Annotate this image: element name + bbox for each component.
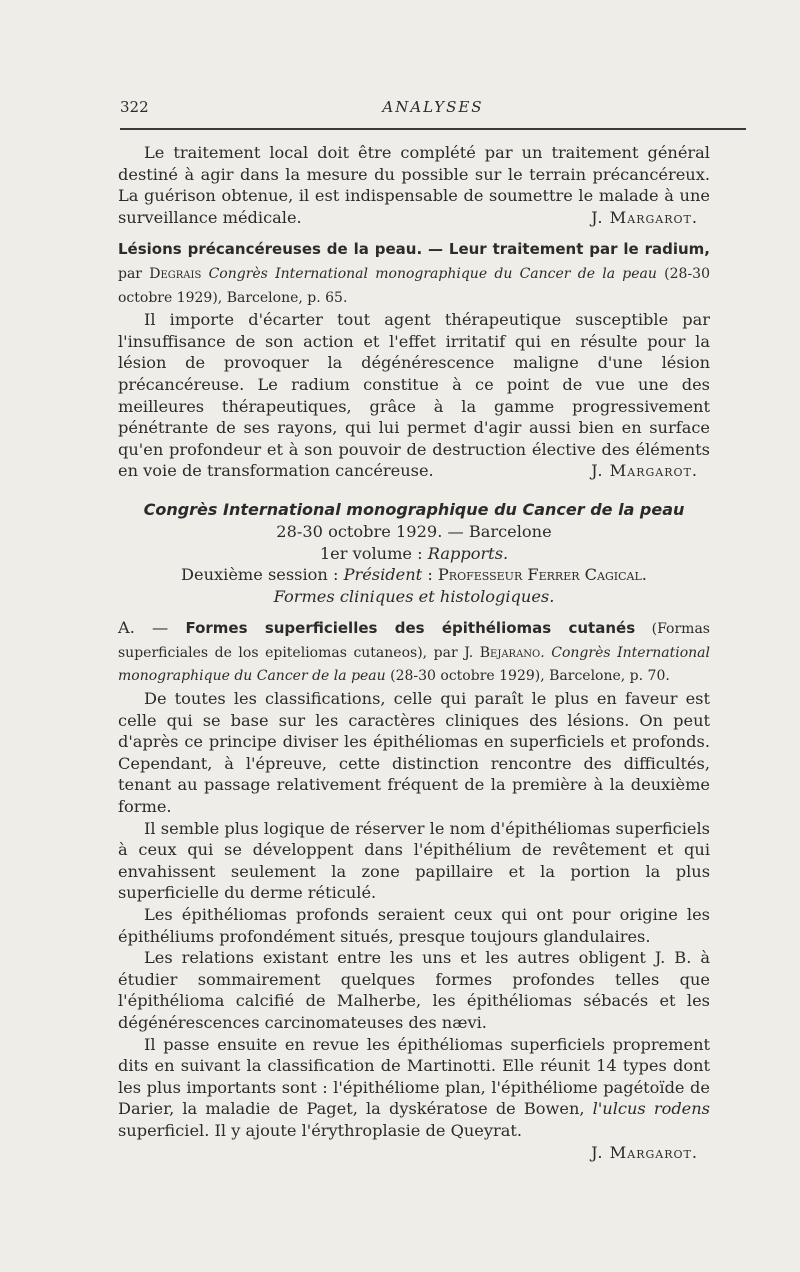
congress-dates: 28-30 octobre 1929. — Barcelone (276, 521, 552, 541)
article2-author: Bejarano (479, 644, 541, 661)
article1-paragraph (118, 309, 710, 482)
congress-session-rest: : Professeur Ferrer Cagical. (422, 565, 647, 585)
intro-text: Le traitement local doit être complété par un traitement général destiné à agir dans la mesure du possible sur le terrain précancéreux. La guérison obtenue, il est indispensable de soumettre le malade à une surveillance médicale. (118, 143, 710, 227)
article2-subtitle: (Formas superficiales de los epiteliomas cutaneos), par J. (118, 621, 710, 661)
congress-subtitle (118, 586, 710, 608)
congress-heading (118, 498, 710, 607)
intro-signature: J. Margarot. (591, 207, 698, 227)
congress-subtitle-text: Formes cliniques et histologiques. (273, 586, 555, 606)
congress-session (118, 564, 710, 586)
article2-paragraph-3: Les épithéliomas profonds seraient ceux qui ont pour origine les épithéliums profondément situés, presque toujours glandulaires. (118, 905, 710, 946)
article2-reference-rest: (28-30 octobre 1929), Barcelone, p. 70. (385, 668, 670, 685)
article2-paragraph-2: Il semble plus logique de réserver le nom d'épithéliomas superficiels à ceux qui se développent dans l'épithélium de revêtement et qui envahissent seulement la zone papillaire et la portion la plus superficielle du derme réticulé. (118, 818, 710, 903)
article2-label: A. — (118, 618, 186, 638)
article1-title: Lésions précancéreuses de la peau. — Leur traitement par le radium, (118, 240, 710, 259)
page-header (120, 98, 746, 122)
article2-last-start: Il passe ensuite en revue les épithéliomas superficiels proprement dits en suivant la classification de Martinotti. Elle réunit 14 types dont les plus importants sont : l'épithéliome plan, l'épithéliome pagétoïde de Darier, la maladie de Paget, la dyskératose de Bowen, (118, 1034, 710, 1119)
article1-signature: J. Margarot. (591, 461, 698, 481)
article2-title: Formes superficielles des épithéliomas cutanés (185, 619, 636, 638)
congress-volume (118, 543, 710, 565)
running-title: ANALYSES (382, 98, 484, 116)
article2-reference: . Congrès International monographique du Cancer de la peau (118, 644, 710, 685)
article1-reference: Congrès International monographique du Cancer de la peau (208, 265, 657, 282)
congress-volume-title: Rapports. (427, 543, 509, 563)
article2-paragraph-4: Les relations existant entre les uns et les autres obligent J. B. à étudier sommairement quelques formes profondes telles que l'épithélioma calcifié de Malherbe, les épithéliomas sébacés et les dégénérescences carcinomateuses des nævi. (118, 948, 710, 1032)
congress-session-prefix: Deuxième session : (181, 565, 344, 585)
article1-author: Degrais (149, 265, 202, 282)
article2-signature: J. Margarot. (591, 1142, 698, 1162)
article2-last-end: superficiel. Il y ajoute l'érythroplasie de Queyrat. (118, 1120, 523, 1140)
article1-by: par (118, 265, 150, 282)
article2-paragraph-5 (118, 1034, 710, 1142)
article1-reference-rest: (28-30 octobre 1929), Barcelone, p. 65. (118, 265, 710, 306)
article1-heading (118, 238, 710, 309)
congress-volume-prefix: 1er volume : (319, 543, 428, 563)
header-rule (120, 128, 746, 130)
article2-paragraph-1: De toutes les classifications, celle qui paraît le plus en faveur est celle qui se base sur les caractères cliniques des lésions. On peut d'après ce principe diviser les épithéliomas en superficiels et profonds. Cependant, à l'épreuve, cette distinction rencontre des difficultés, tenant au passage relativement fréquent de la première à la deuxième forme. (118, 689, 710, 817)
article1-text: Il importe d'écarter tout agent thérapeutique susceptible par l'insuffisance de son action et l'effet irritatif qui en résulte pour la lésion de provoquer la dégénérescence maligne d'une lésion précancéreuse. Le radium constitue à ce point de vue une des meilleures thérapeutiques, grâce à la gamme progressivement pénétrante de ses rayons, qui lui permet d'agir aussi bien en surface qu'en profondeur et à son pouvoir de destruction élective des éléments en voie de transformation cancéreuse. (118, 310, 710, 481)
page-body (118, 142, 710, 1163)
article2-last-italic: l'ulcus rodens (592, 1099, 710, 1119)
page-number: 322 (120, 98, 149, 116)
article2-heading (118, 617, 710, 688)
congress-title: Congrès International monographique du Cancer de la peau (143, 499, 685, 519)
congress-session-president: Président (343, 565, 423, 585)
